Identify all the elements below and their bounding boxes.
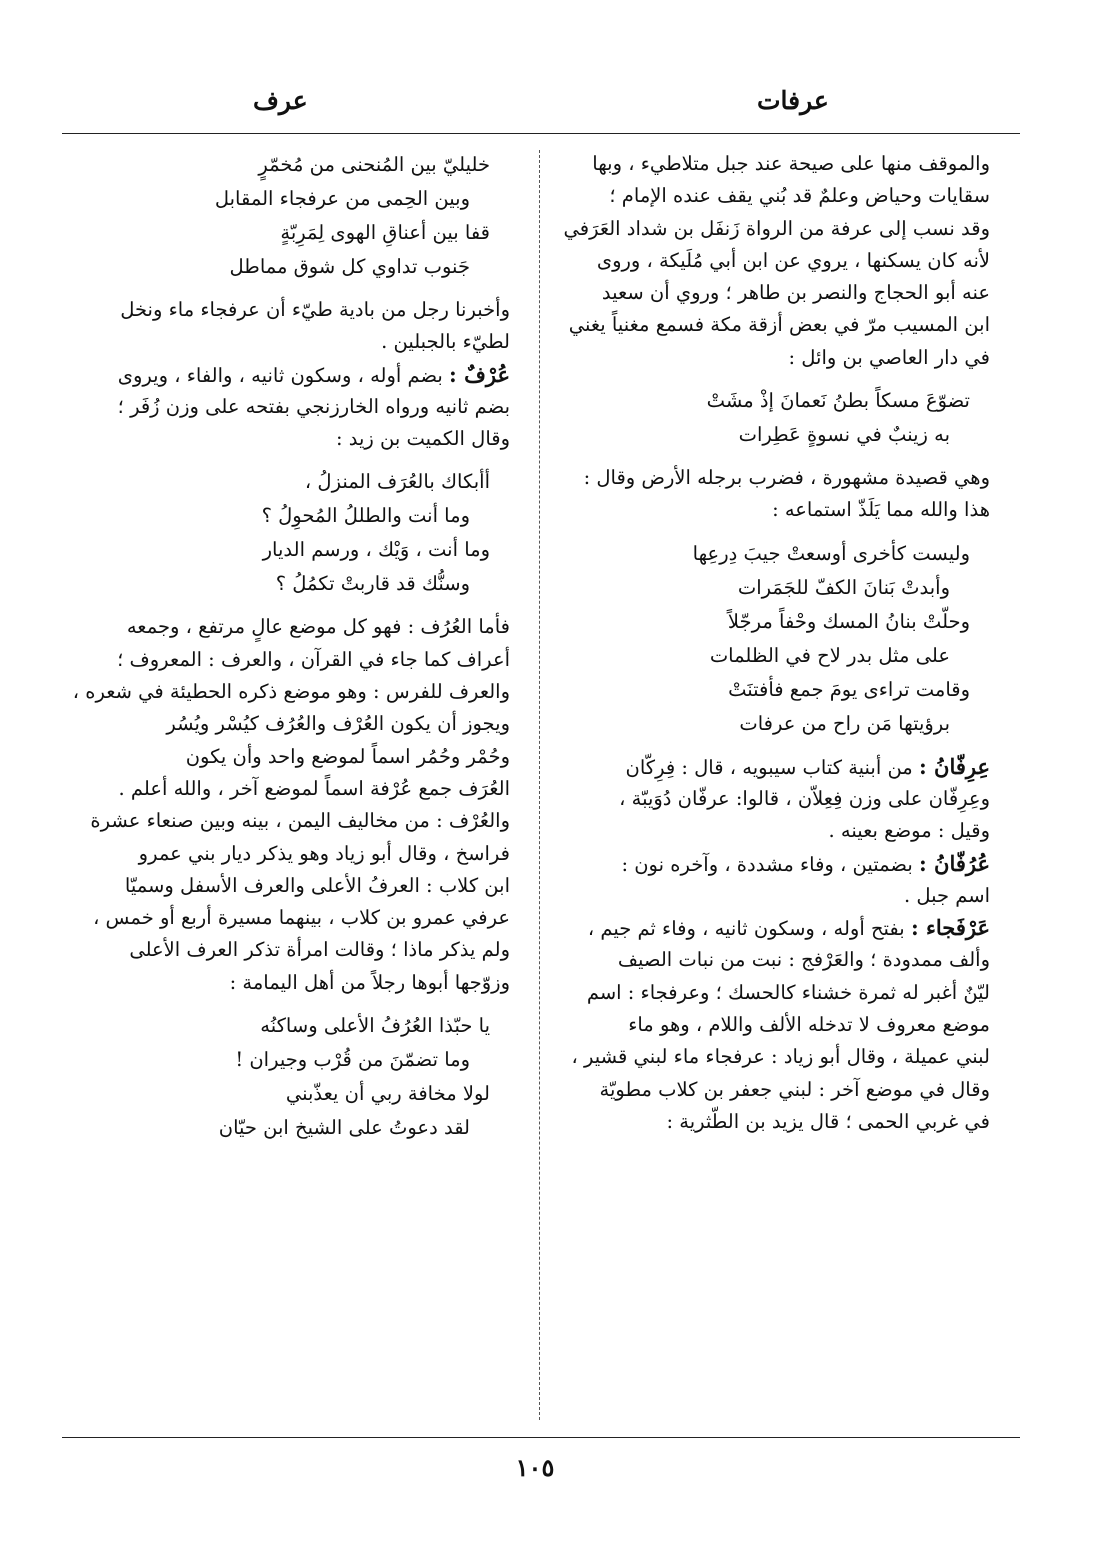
entry-headword: عِرِفّانُ : [918,753,990,779]
entry-text: بفتح أوله ، وسكون ثانيه ، وفاء ثم جيم ، [587,917,905,941]
text-line: بضم ثانيه ورواه الخارزنجي بفتحه على وزن زُفَر ؛ [117,394,510,418]
text-line: لطيّء بالجبلين . [381,330,510,354]
entry-text: بضم أوله ، وسكون ثانيه ، والفاء ، ويروى [117,363,443,387]
verse-line: وحلّتْ بنانُ المسك وحْفاً مرجّلاً [727,609,970,633]
text-line: سقايات وحياض وعلمٌ قد بُني يقف عنده الإمام ؛ [609,184,990,208]
entry-line [552,751,990,783]
verse-line: خليليّ بين المُنحنى من مُخمّرٍ [258,153,490,176]
entry-text: بضمتين ، وفاء مشددة ، وآخره نون : [621,852,913,876]
text-line: لأنه كان يسكنها ، يروي عن ابن أبي مُلَيكة ، وروى [596,248,990,272]
text-line: لبني عميلة ، وقال أبو زياد : عرفجاء ماء لبني قشير ، [571,1045,990,1069]
running-head-right: عرفات [757,86,829,115]
verse-line: برؤيتها مَن راح من عرفات [739,711,950,735]
text-line: فأما العُرُف : فهو كل موضع عالٍ مرتفع ، وجمعه [126,615,510,639]
text-line: وألف ممدودة ؛ والعَرْفج : نبت من نبات الصيف [617,948,990,972]
text-line: وزوّجها أبوها رجلاً من أهل اليمامة : [229,970,510,994]
text-line: ابن المسيب مرّ في بعض أزقة مكة فسمع مغنياً يغني [568,313,990,337]
entry-line [55,359,510,391]
verse-line: يا حبّذا العُرُفُ الأعلى وساكنُه [260,1014,490,1038]
text-line: ابن كلاب : العرفُ الأعلى والعرف الأسفل وسميّا [124,873,510,897]
column-divider [539,150,540,1420]
right-column [552,148,990,1138]
verse-line: لقد دعوتُ على الشيخ ابن حيّان [218,1116,470,1140]
text-line: وقال في موضع آخر : لبني جعفر بن كلاب مطويّة [599,1077,990,1101]
text-line: موضع معروف لا تدخله الألف واللام ، وهو ماء [628,1013,990,1037]
text-line: وهي قصيدة مشهورة ، فضرب برجله الأرض وقال : [583,466,990,490]
entry-text: من أبنية كتاب سيبويه ، قال : فِرِكّان [625,755,913,779]
verse-line: تضوّعَ مسكاً بطنُ نَعمانَ إذْ مشَتْ [706,389,970,413]
text-line: ويجوز أن يكون العُرْف والعُرُف كيُسْر ويُسُر [166,712,510,736]
verse-line: به زينبٌ في نسوةٍ عَطِرات [738,423,950,447]
verse-line: وما أنت ، وَيْك ، ورسم الديار [262,538,490,562]
text-line: فراسخ ، وقال أبو زياد وهو يذكر ديار بني عمرو [138,841,510,865]
verse-line: جَنوب تداوي كل شوق مماطل [229,255,470,278]
verse-line: وسنُّك قد قاربتْ تكمُلُ ؟ [275,572,470,596]
entry-headword: عُرُفّانُ : [918,850,990,876]
text-line: عنه أبو الحجاج والنصر بن طاهر ؛ وروي أن سعيد [601,281,990,305]
text-line: والعُرْف : من مخاليف اليمن ، بينه وبين صنعاء عشرة [90,809,510,833]
text-line: هذا والله مما يَلَذّ استماعه : [772,498,990,522]
text-line: العُرَف جمع عُرْفة اسماً لموضع آخر ، والله أعلم . [118,776,510,800]
text-line: في غربي الحمى ؛ قال يزيد بن الطّثرية : [666,1109,990,1133]
verse-line: وما تضمّنَ من قُرْب وجيران ! [235,1048,470,1072]
verse-line: لولا مخافة ربي أن يعذّبني [285,1082,490,1106]
verse-line: أأبكاك بالعُرَف المنزلُ ، [304,470,490,494]
entry-line [552,912,990,944]
verse-line: قفا بين أعناقِ الهوى لِمَرِبّةٍ [280,221,490,244]
verse-line: على مثل بدر لاح في الظلمات [709,643,950,667]
page-number: ١٠٥ [515,1453,555,1482]
verse-line: وما أنت والطللُ المُحوِلُ ؟ [261,504,470,528]
text-line: في دار العاصي بن وائل : [788,345,990,369]
verse-line: وليست كأخرى أوسعتْ جيبَ دِرعِها [692,541,970,565]
text-line: ولم يذكر ماذا ؛ وقالت امرأة تذكر العرف الأعلى [129,938,510,962]
text-line: وحُمْر وحُمُر اسماً لموضع واحد وأن يكون [185,744,510,768]
text-line: عرفي عمرو بن كلاب ، بينهما مسيرة أربع أو خمس ، [93,906,510,930]
text-line: وأخبرنا رجل من بادية طيّء أن عرفجاء ماء ونخل [120,298,510,321]
entry-headword: عُرْفٌ : [449,361,510,387]
footer-rule [62,1437,1020,1438]
text-line: والموقف منها على صيحة عند جبل متلاطيء ، وبها [592,152,990,175]
verse-line: وقامت تراءى يومَ جمع فأفتنَتْ [728,677,970,701]
text-line: وقد نسب إلى عرفة من الرواة زَنفَل بن شداد العَرَفي [563,216,990,240]
text-line: اسم جبل . [903,883,990,907]
text-line: أعراف كما جاء في القرآن ، والعرف : المعروف ؛ [117,647,510,671]
verse-line: وبين الحِمى من عرفجاء المقابل [214,187,470,210]
text-line: ليّنٌ أغبر له ثمرة خشناء كالحسك ؛ وعرفجاء : اسم [586,980,990,1004]
left-column [55,148,510,1145]
header-rule [62,133,1020,134]
text-line: والعرف للفرس : وهو موضع ذكره الحطيئة في شعره ، [72,680,510,704]
text-line: وعِرِفّان على وزن فِعِلاّن ، قالوا: عرفّان دُوَيبّة ، [619,786,990,810]
entry-headword: عَرْفَجاء : [910,915,990,941]
running-head-left: عرف [253,86,308,115]
text-line: وقيل : موضع بعينه . [828,819,990,843]
verse-line: وأبدتْ بَنانَ الكفّ للجَمَرات [737,575,950,599]
entry-line [552,848,990,880]
text-line: وقال الكميت بن زيد : [336,427,510,451]
